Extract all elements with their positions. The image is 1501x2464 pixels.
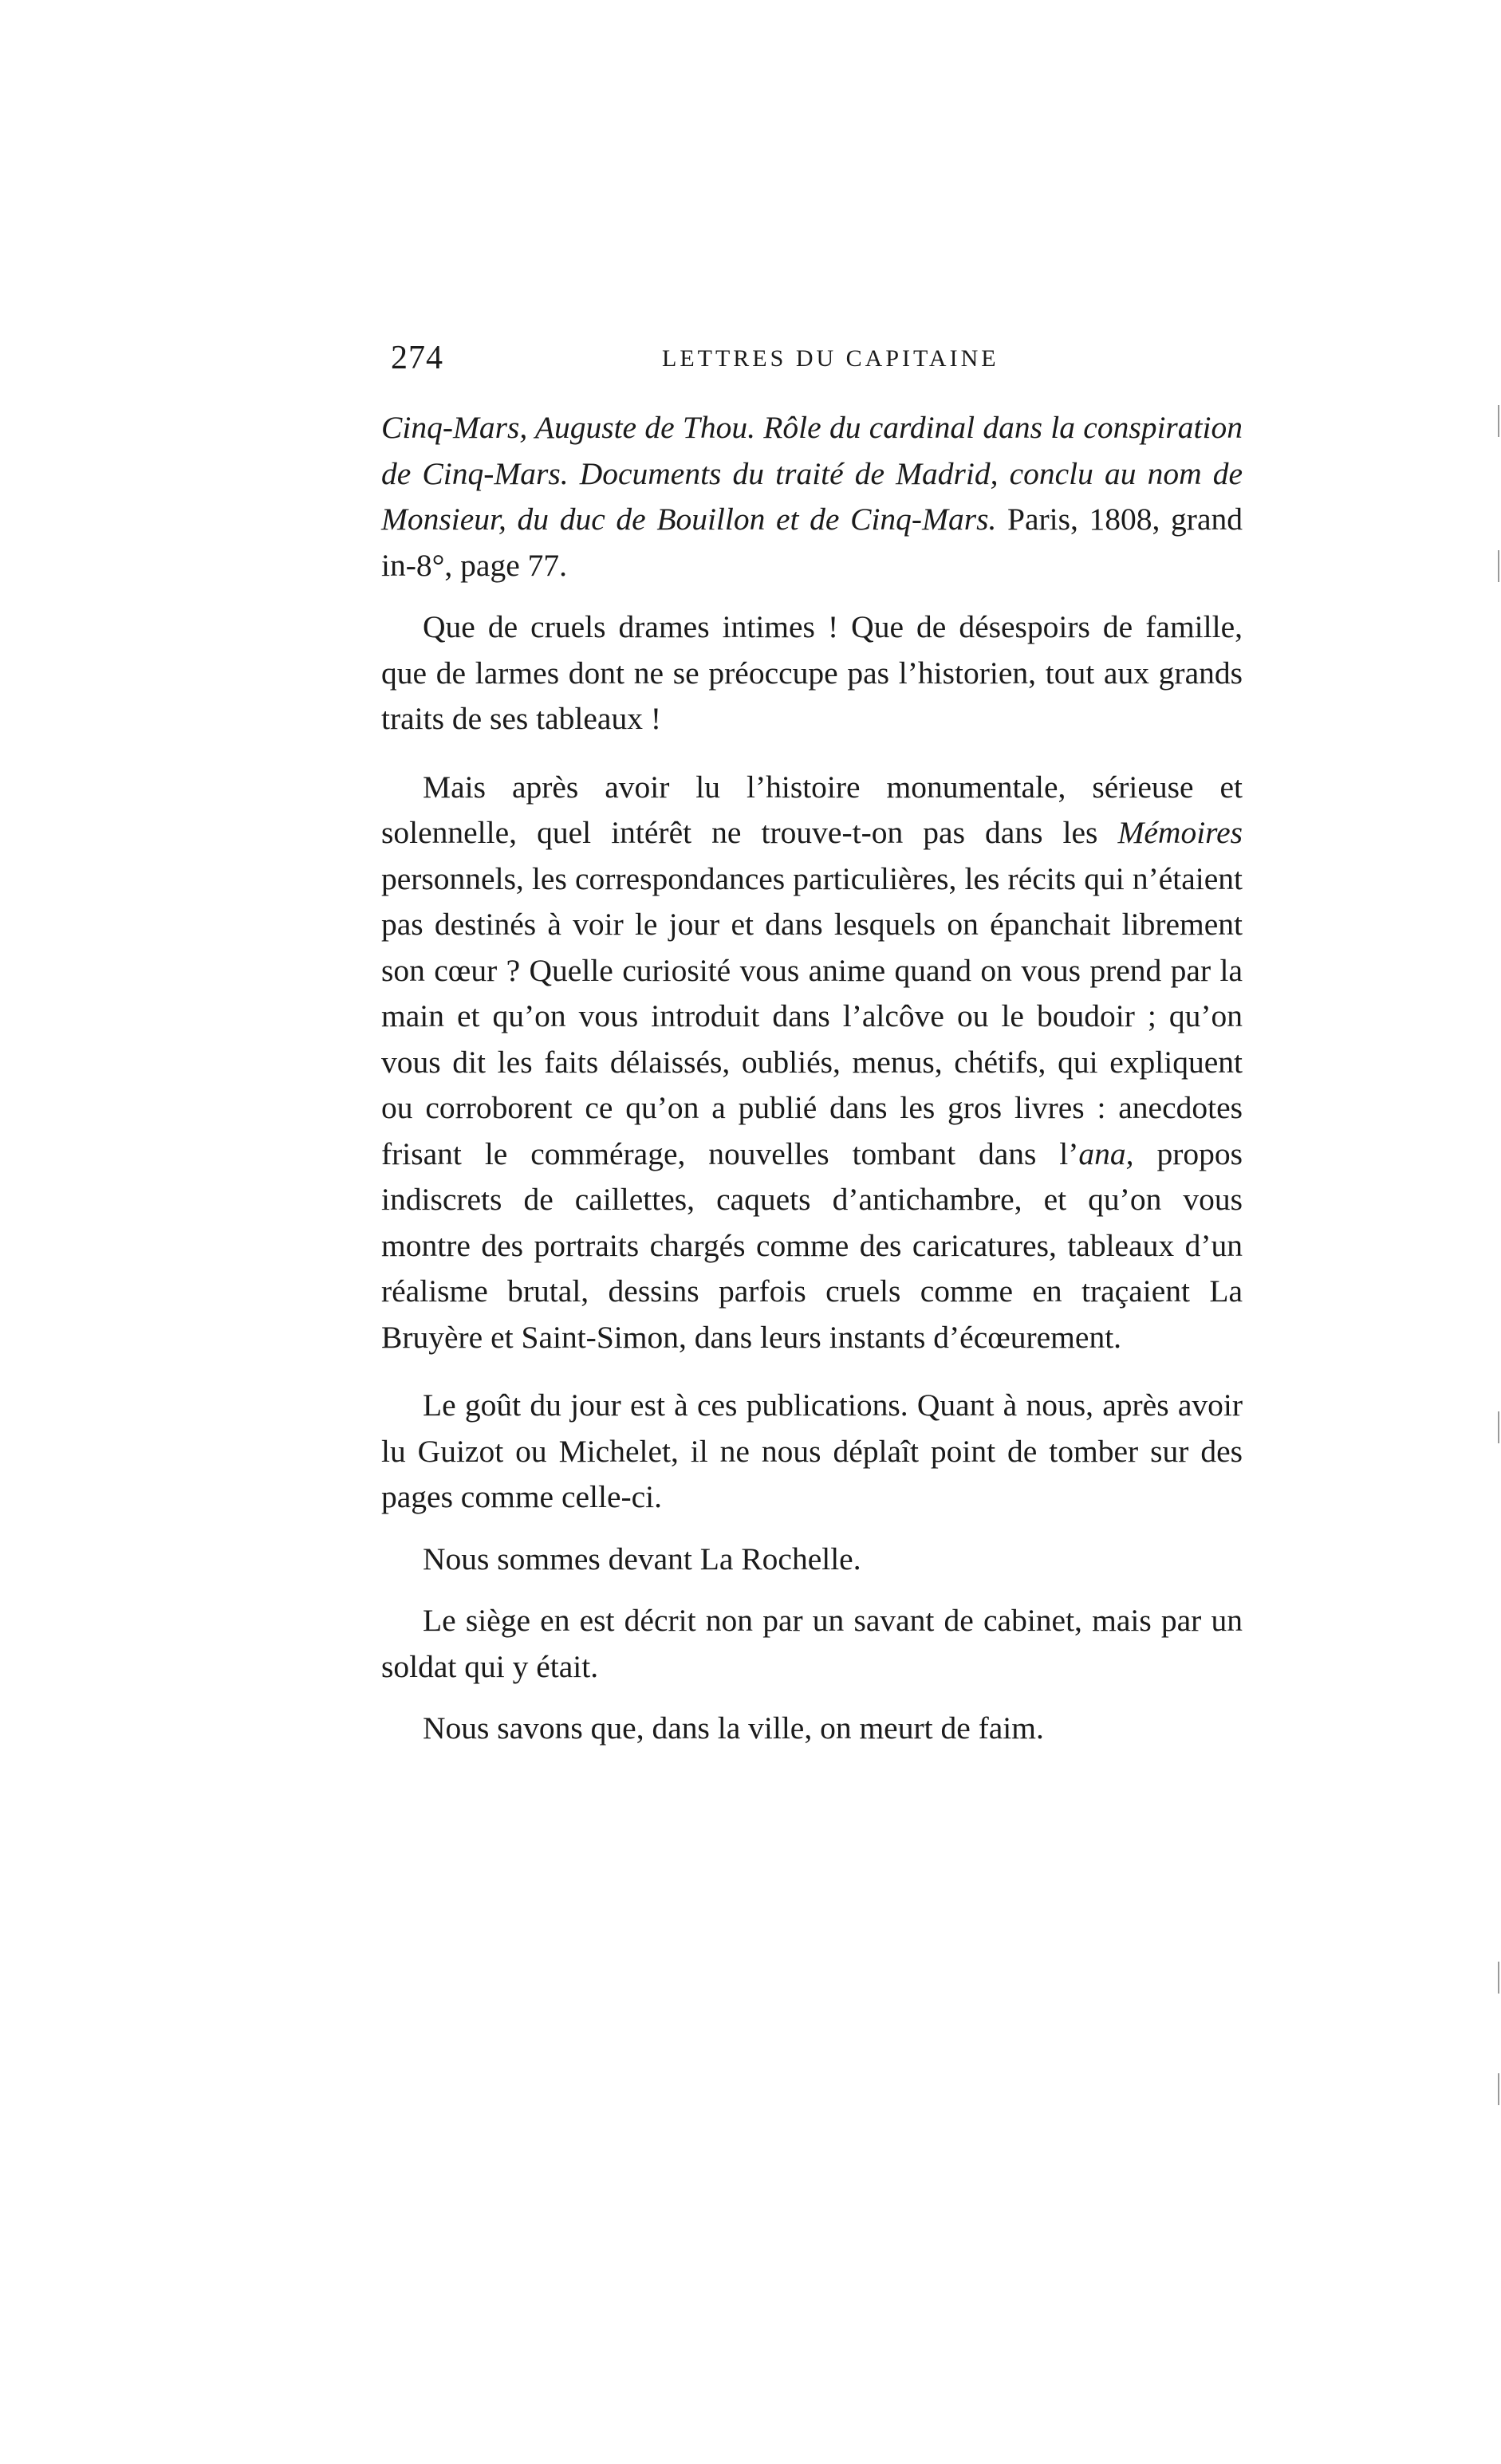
paragraph-memoires-part-a: Mais après avoir lu l’histoire monumentale, sérieuse et solennelle, quel intérêt ne trouve-t-on pas dans les	[381, 769, 1243, 850]
scan-mark	[1498, 550, 1499, 582]
paragraph-memoires	[381, 765, 1243, 1361]
memoires-italic: Mémoires	[1117, 815, 1243, 850]
ana-italic: ana,	[1078, 1136, 1134, 1171]
citation-roman: Paris, 1808, grand in-8°, page 77.	[381, 502, 1243, 583]
body-text	[381, 405, 1243, 1752]
paragraph-drames: Que de cruels drames intimes ! Que de désespoirs de famille, que de larmes dont ne se préoccupe pas l’historien, tout aux grands traits de ses tableaux !	[381, 609, 1243, 736]
paragraph-siege: Le siège en est décrit non par un savant de cabinet, mais par un soldat qui y était.	[381, 1603, 1243, 1684]
page-number: 274	[391, 340, 443, 376]
scan-mark	[1498, 1962, 1499, 1994]
paragraph-rochelle: Nous sommes devant La Rochelle.	[423, 1541, 861, 1576]
paragraph-memoires-part-b: personnels, les correspondances particulières, les récits qui n’étaient pas destinés à voir le jour et dans lesquels on épanchait librement son cœur ? Quelle curiosité vous anime quand on vous prend par la main et qu’on vous introduit dans l’alcôve ou le boudoir ; qu’on vous dit les faits délaissés, oubliés, menus, chétifs, qui expliquent ou corroborent ce qu’on a publié dans les gros livres : anecdotes frisant le commérage, nouvelles tombant dans l’	[381, 860, 1243, 1171]
paragraph-faim: Nous savons que, dans la ville, on meurt de faim.	[423, 1710, 1044, 1746]
scan-mark	[1498, 1411, 1499, 1443]
citation-paragraph	[381, 405, 1243, 588]
running-head	[391, 339, 1236, 387]
running-title: LETTRES DU CAPITAINE	[662, 345, 999, 372]
citation-italic: Cinq-Mars, Auguste de Thou. Rôle du cardinal dans la conspiration de Cinq-Mars. Documents du traité de Madrid, conclu au nom de Monsieur, du duc de Bouillon et de Cinq-Mars.	[381, 410, 1243, 537]
paragraph-memoires-part-c: propos indiscrets de caillettes, caquets d’antichambre, et qu’on vous montre des portraits chargés comme des caricatures, tableaux d’un réalisme brutal, dessins parfois cruels comme en traçaient La Bruyère et Saint-Simon, dans leurs instants d’écœurement.	[381, 1136, 1243, 1355]
scan-mark	[1498, 2073, 1499, 2105]
scan-mark	[1498, 405, 1499, 437]
paragraph-gout: Le goût du jour est à ces publications. Quant à nous, après avoir lu Guizot ou Michelet, il ne nous déplaît point de tomber sur des pages comme celle-ci.	[381, 1387, 1243, 1514]
